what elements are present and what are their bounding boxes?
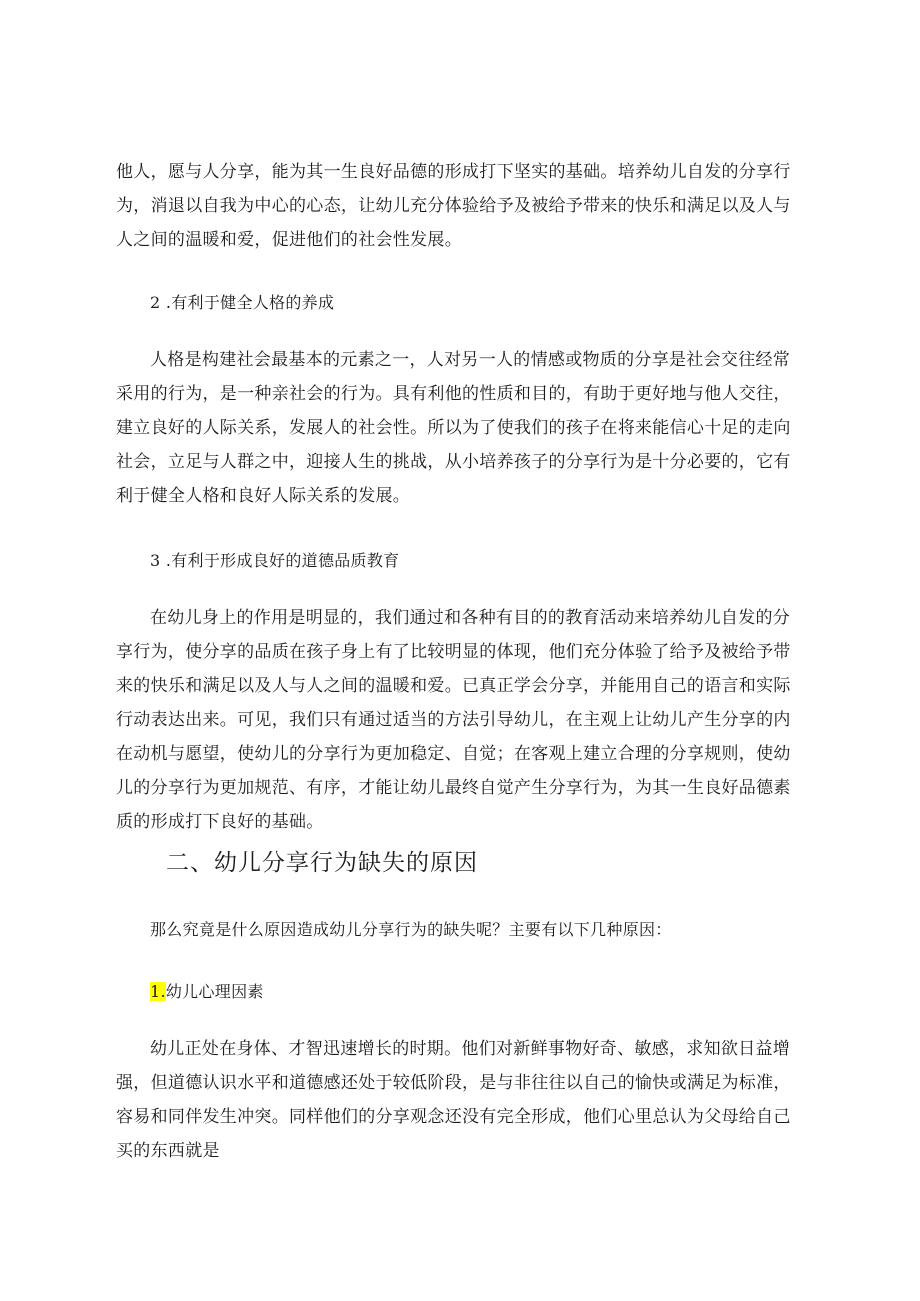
paragraph-5: 幼儿正处在身体、才智迅速增长的时期。他们对新鲜事物好奇、敏感，求知欲日益增强，但道德认识水平和道德感还处于较低阶段，是与非往往以自己的愉快或满足为标准，容易和同伴发生冲突。同样他们的分享观念还没有完全形成，他们心里总认为父母给自己买的东西就是 — [116, 1039, 791, 1161]
highlighted-number: 1. — [150, 982, 166, 1001]
paragraph-1: 他人，愿与人分享，能为其一生良好品德的形成打下坚实的基础。培养幼儿自发的分享行为，消退以自我为中心的心态，让幼儿充分体验给予及被给予带来的快乐和满足以及人与人之间的温暖和爱，促进他们的社会性发展。 — [116, 162, 791, 250]
paragraph-4: 那么究竟是什么原因造成幼儿分享行为的缺失呢？主要有以下几种原因： — [150, 920, 672, 939]
paragraph-3: 在幼儿身上的作用是明显的，我们通过和各种有目的的教育活动来培养幼儿自发的分享行为，使分享的品质在孩子身上有了比较明显的体现，他们充分体验了给予及被给予带来的快乐和满足以及人与人之间的温暖和爱。已真正学会分享，并能用自己的语言和实际行动表达出来。可见，我们只有通过适当的方法引导幼儿，在主观上让幼儿产生分享的内在动机与愿望，使幼儿的分享行为更加稳定、自觉；在客观上建立合理的分享规则，使幼儿的分享行为更加规范、有序，才能让幼儿最终自觉产生分享行为，为其一生良好品德素质的形成打下良好的基础。 — [116, 608, 791, 832]
subheading-1-text: 幼儿心理因素 — [165, 982, 264, 1001]
subheading-3: 3 .有利于形成良好的道德品质教育 — [150, 551, 400, 570]
section-title: 二、幼儿分享行为缺失的原因 — [166, 850, 478, 876]
subheading-2: 2 .有利于健全人格的养成 — [150, 293, 335, 312]
paragraph-2: 人格是构建社会最基本的元素之一，人对另一人的情感或物质的分享是社会交往经常采用的行为，是一种亲社会的行为。具有利他的性质和目的，有助于更好地与他人交往，建立良好的人际关系，发展人的社会性。所以为了使我们的孩子在将来能信心十足的走向社会，立足与人群之中，迎接人生的挑战，从小培养孩子的分享行为是十分必要的，它有利于健全人格和良好人际关系的发展。 — [116, 350, 791, 506]
subheading-1 — [150, 980, 264, 1004]
